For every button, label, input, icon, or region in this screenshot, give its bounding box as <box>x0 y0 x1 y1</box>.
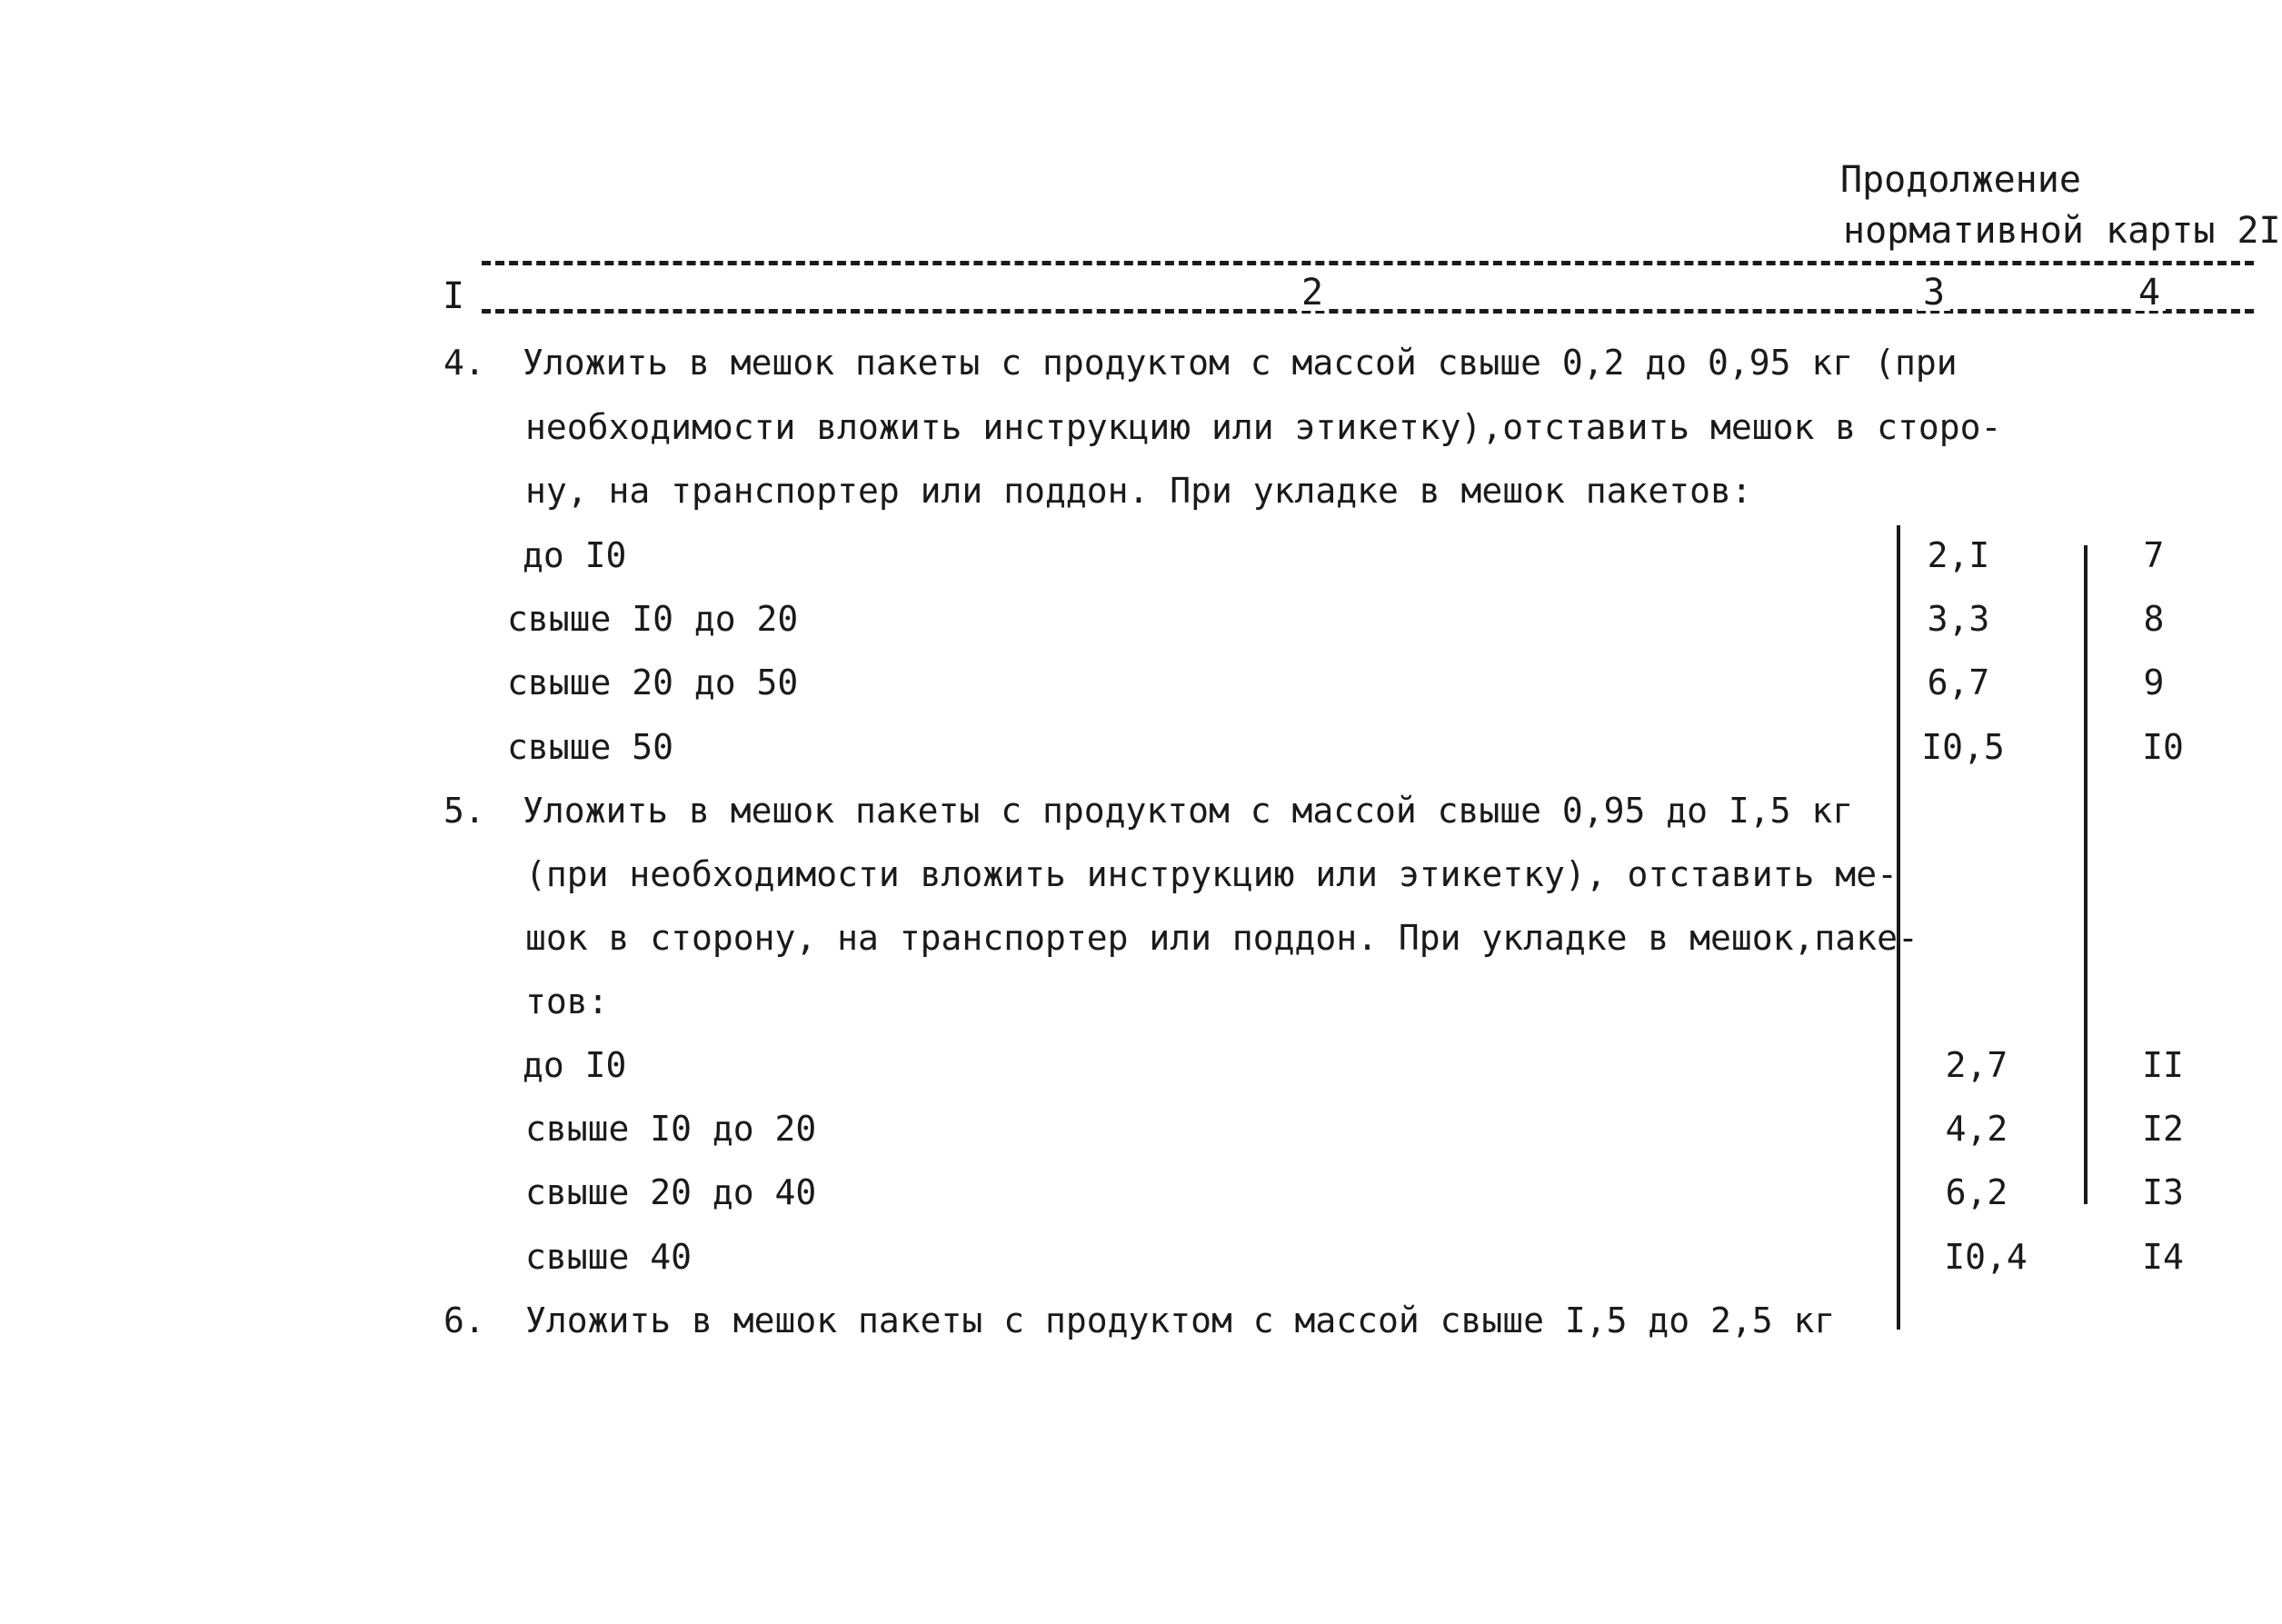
row-value-col3: 4,2 <box>1945 1109 2008 1149</box>
item-text-line: Уложить в мешок пакеты с продуктом с массой свыше I,5 до 2,5 кг <box>525 1300 1836 1340</box>
row-value-col3: 6,7 <box>1927 663 1990 702</box>
item-text-line: шок в сторону, на транспортер или поддон. При укладке в мешок,паке- <box>525 918 1918 958</box>
item-text-line: необходимости вложить инструкцию или этикетку),отставить мешок в сторо- <box>525 407 2002 447</box>
item-text-line: (при необходимости вложить инструкцию или этикетку), отставить ме- <box>525 854 1898 894</box>
row-value-col3: 2,I <box>1927 535 1990 575</box>
row-value-col3: 2,7 <box>1945 1045 2008 1085</box>
row-label: свыше I0 до 20 <box>507 599 799 639</box>
row-value-col4: 9 <box>2143 663 2165 702</box>
item-text-line: тов: <box>525 981 609 1021</box>
row-value-col3: 3,3 <box>1927 599 1990 639</box>
continuation-label: Продолжение <box>1840 159 2081 201</box>
row-value-col4: I3 <box>2142 1172 2184 1212</box>
row-value-col4: I0 <box>2142 727 2184 767</box>
item-text-line: ну, на транспортер или поддон. При укладке в мешок пакетов: <box>525 471 1752 511</box>
column-header-1: I <box>443 278 470 314</box>
header-bottom-rule <box>482 309 2254 314</box>
column-header-2: 2 <box>1296 274 1329 311</box>
card-reference: нормативной карты 2I <box>1843 210 2281 252</box>
row-value-col3: I0,5 <box>1921 727 2005 767</box>
row-value-col4: 7 <box>2143 535 2165 575</box>
column-header-3: 3 <box>1918 274 1950 311</box>
row-value-col4: II <box>2142 1045 2184 1085</box>
row-label: свыше 50 <box>507 727 674 767</box>
item-number: 6. <box>443 1300 485 1340</box>
row-label: свыше I0 до 20 <box>525 1109 817 1149</box>
item-number: 5. <box>443 791 485 831</box>
row-value-col4: I2 <box>2142 1109 2184 1149</box>
item-number: 4. <box>443 343 485 383</box>
item-text-line: Уложить в мешок пакеты с продуктом с массой свыше 0,95 до I,5 кг <box>523 791 1854 831</box>
row-value-col4: I4 <box>2142 1237 2184 1277</box>
row-value-col3: 6,2 <box>1945 1172 2008 1212</box>
column-header-4: 4 <box>2133 274 2166 311</box>
column-divider-4 <box>2084 545 2088 1204</box>
header-top-rule <box>482 261 2254 265</box>
row-value-col4: 8 <box>2143 599 2165 639</box>
item-text-line: Уложить в мешок пакеты с продуктом с массой свыше 0,2 до 0,95 кг (при <box>523 343 1958 383</box>
row-label: до I0 <box>523 535 627 575</box>
row-label: до I0 <box>523 1045 627 1085</box>
row-label: свыше 40 <box>525 1237 693 1277</box>
row-label: свыше 20 до 50 <box>507 663 799 702</box>
row-label: свыше 20 до 40 <box>525 1172 817 1212</box>
row-value-col3: I0,4 <box>1944 1237 2028 1277</box>
